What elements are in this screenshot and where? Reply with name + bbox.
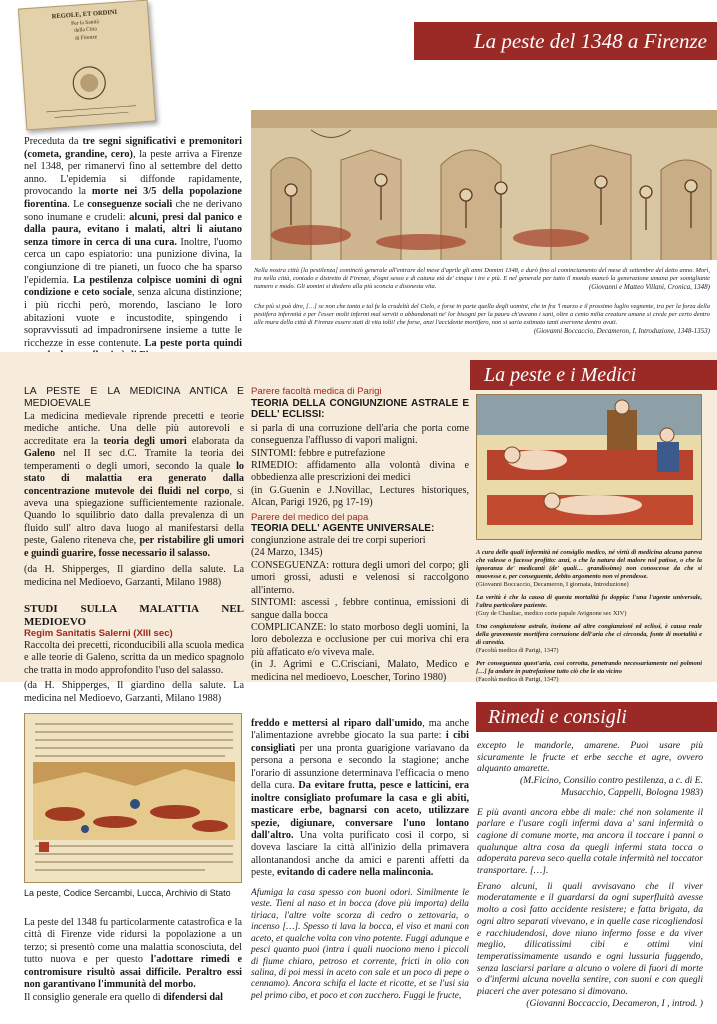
section-subheading: Parere del medico del papa <box>251 511 369 523</box>
caption: A cura delle quali infermità né consiglio medico, né virtù di medicina alcuna pareva che valesse o facesse profitto: anzi, o che la natura del malore nol patisse, o che la ignoranza de' medicanti (de' quali… grandissimo) non conoscesse da che si muovesse e, per conseguente, debito argomento non vi prendesse. <box>476 549 702 580</box>
caption-source: (Giovanni Boccaccio, Decameron, I giornata, Introduzione) <box>476 581 629 588</box>
fresco-caption-1-source: (Giovanni e Matteo Villani, Cronica, 1348) <box>588 283 710 291</box>
paragraph: congiunzione astrale dei tre corpi superiori <box>251 534 426 546</box>
section-heading: TEORIA DELL' AGENTE UNIVERSALE: <box>251 523 435 535</box>
document-title-line: Per la Sanità <box>70 18 100 27</box>
section-heading: STUDI SULLA MALATTIA NEL MEDIOEVO <box>24 603 244 628</box>
manuscript-drawing <box>25 714 242 883</box>
paragraph: CONSEGUENZA: rottura degli umori del corpo; gli umori grossi, adusti e velenosi si raccolgono all'interno. <box>251 559 469 596</box>
section-subheading: Parere facoltà medica di Parigi <box>251 386 382 397</box>
fresco-drawing <box>251 110 717 260</box>
document-title-line: della Citta <box>73 26 98 34</box>
caption: La verità è che la causa di questa mortalità fu doppia: l'una l'agente universale, l'altra particolare paziente. <box>476 594 702 609</box>
caption: Per conseguenza quest'aria, così corrotta, penetrando necessariamente nei polmoni […] fa andare in putrefazione tutto ciò che le sta vicino <box>476 660 702 675</box>
section3-left-column <box>24 917 242 1004</box>
source: (da H. Shipperges, Il giardino della salute. La medicina nel Medioevo, Garzanti, Milano 1988) <box>24 680 244 704</box>
section2-middle-column <box>251 386 469 684</box>
fresco-illustration <box>251 110 717 260</box>
quote: E più avanti ancora ebbe di male: ché non solamente il parlare e l'usare cogli infermi dava a' sani infermità o cagione di comune morte, ma ancora il toccare i panni o qualunque altra cosa da quegli infermi stata tocca o adoperata pareva seco quella cotale infermità nel toccator transportare. […]. <box>477 806 703 877</box>
paragraph: SINTOMI: febbre e putrefazione <box>251 447 386 459</box>
paragraph: (24 Marzo, 1345) <box>251 547 323 559</box>
paragraph: freddo e mettersi al riparo dall'umido, ma anche l'alimentazione avrebbe giocato la sua parte: i cibi consigliati per una pronta guarigione variavano da persona a persona e secondo la stagione; anche l'orario di assunzione determinava l'efficacia o meno della cura. Da evitare frutta, pesce e latticini, era inoltre consigliato profumare la casa e gli abiti, masticare erbe, bagnarsi con aceto, utilizzare spezie, digiunare, conversare l'uno lontano dall'altro. Una volta purificato così il corpo, si doveva lasciare la città all'inizio della primavera allontanandosi anche da amici e parenti affetti da peste, evitando di cadere nella malinconia. <box>251 718 470 879</box>
source: (da H. Shipperges, Il giardino della salute. La medicina nel Medioevo, Garzanti, Milano 1988) <box>24 564 244 588</box>
section-subheading: Regim Sanitatis Salerni (XIII sec) <box>24 628 173 640</box>
caption: Una congiunzione astrale, insieme ad altre congiunzioni ed eclissi, è causa reale della gravemente mortifera corruzione dell'aria che ci circonda, fonte di mortalità e di carestia. <box>476 623 702 646</box>
paragraph: SINTOMI: ascessi , febbre continua, emissioni di sangue dalla bocca <box>251 597 469 621</box>
section3-right-column <box>477 740 703 1009</box>
old-document-image <box>18 0 156 130</box>
section3-middle-column <box>251 718 469 1002</box>
section2-left-column <box>24 386 244 705</box>
sickbed-illustration <box>476 394 702 540</box>
section-banner: La peste e i Medici <box>470 360 717 390</box>
source: (in G.Guenin e J.Novillac, Lectures historiques, Alcan, Parigi 1926, pg 17-19) <box>251 484 469 509</box>
section-heading: LA PESTE E LA MEDICINA ANTICA E MEDIOEVALE <box>24 386 244 409</box>
paragraph: Raccolta dei precetti, riconducibili alla scuola medica e alle teorie di Galeno, scritta da un medico spagnolo che tratta in modo approfondito l'uso del salasso. <box>24 640 244 676</box>
caption-source: (Guy de Chauliac, medico corte papale Avignone sec XIV) <box>476 610 627 617</box>
section2-right-captions <box>476 549 702 684</box>
paragraph: La medicina medievale riprende precetti e teorie mediche antiche. Una delle più autorevoli e accreditate era la teoria degli umori elaborata da Galeno nel II sec d.C. Tramite la teoria dei temperamenti o degli umori, secondo la quale lo stato di malattia era generato dalla concentrazione mutevole dei fluidi nel corpo, si aveva una spiegazione sufficientemente razionale. Quando lo squilibrio dato dalla prevalenza di un fluido sull' altro dava luogo al manifestarsi della peste, Galeno riteneva che, per ristabilire gli umori e guindi guarire, fosse necessario il salasso. <box>24 410 245 559</box>
fresco-caption-1: Nella nostra città [la pestilenza] cominciò generale all'entrare del mese d'aprile gli anni Domini 1348, e durò fino al cominciamento del mese di settembre del detto anno. Morì, tra nella città, contado e distretto di Firenze, d'ogni sesso e di catuna età de' cinque i tre e più. E nel generale per tutto il mondo mancò la generazione umana per somigliante numero e modo. Gli uomini si diedero alla più sconcia e disonesta vita. (Giovanni e Matteo Villani, Cronica, 1348) <box>254 267 710 291</box>
quote: Afumiga la casa spesso con buoni odori. Similmente le veste. Tieni al naso et in bocca (dove più importa) della tiriaca, l'altre volte scorza di cedro o zettovaria, o incenso […]. Spesso ti lava la bocca, el viso et mani con aceto, et qualche volta con vino potente. Fuggi adunque e pesci quanto puoi (intra i quali nuociono meno i piccoli di fiume chiaro, petroso et corrente, fricti in olio con salina, di poi messi in aceto con sale et un poco di pepe o cennamo). Ancora schifa el lacte et ricotte, et se l'usi sia pel primo cibo, et poco et con zucchero. Fuggi le fructe, <box>251 887 469 1001</box>
document-seal-icon <box>19 1 156 131</box>
section-banner: La peste del 1348 a Firenze <box>414 22 717 60</box>
manuscript-caption: La peste, Codice Sercambi, Lucca, Archivio di Stato <box>24 888 231 898</box>
paragraph: si parla di una corruzione dell'aria che porta come conseguenza l'afflusso di vapori maligni. <box>251 422 469 447</box>
section-banner: Rimedi e consigli <box>476 702 717 732</box>
section1-body: Preceduta da tre segni significativi e premonitori (cometa, grandine, cero), la peste arriva a Firenze nel 1348, per rimanervi fino al settembre del detto anno. L'epidemia si diffonde rapidamente, provocando la morte nei 3/5 della popolazione fiorentina. Le conseguenze sociali che ne derivano sono inumane e crudeli: alcuni, presi dal panico e dalla paura, evitano i malati, altri li aiutano senza timore in cerca di una cura. Inoltre, l'uomo cerca un capo espiatorio: una punizione divina, la congiunzione di tre pianeti, un fuoco che ha sparso l'epidemia. La pestilenza colpisce uomini di ogni condizione e ceto sociale, senza alcuna distinzione; i più ricchi però, morendo, lasciano le loro abitazioni vuote e incustodite, spingendo i sopravvissuti ad impadronirsene insieme a tutte le ricchezze in esse contenute. La peste porta quindi <box>24 136 243 349</box>
fresco-caption-2-source: (Giovanni Boccaccio, Decameron, I, Introduzione, 1348-1353) <box>533 327 710 335</box>
quote: excepto le mandorle, amarene. Puoi usare più sicuramente le fructe et erbe secche et agre, ovvero alquanto amarette. <box>477 740 703 775</box>
source: (Giovanni Boccaccio, Decameron, I , introd. ) <box>526 997 703 1009</box>
paragraph: RIMEDIO: affidamento alla volontà divina e obbedienza alle prescrizioni dei medici <box>251 460 469 484</box>
caption-source: (Facoltà medica di Parigi, 1347) <box>476 647 559 654</box>
quote: Erano alcuni, li quali avvisavano che il viver moderatamente e il guardarsi da ogni superfluità avesse molto a così fatto accidente resistere; e fatta brigata, da ogni altro separati vivevano, e in quelle case ricogliendosi e racchiudendosi, dove niuno infermo fosse e da viver meglio, dilicatissimi cibi e ottimi vini temperatissimamente usando e ogni lussuria fuggendo, senza lasciarsi parlare a alcuno o volere di fuori di morte o d'infermi alcuna novella sentire, con suoni e con quegli piaceri che aver potesano si dimovano. <box>477 880 703 998</box>
section-heading: TEORIA DELLA CONGIUNZIONE ASTRALE E DELL' ECLISSI: <box>251 397 469 421</box>
fresco-caption-2: Che più si può dire, […] se non che tanta e tal fu la crudeltà del Cielo, e forse in parte quella degli uomini, che in fra 'l marzo e il prossimo luglio vegnente, tra per la forza della pestifera infermità e per l'esser molti infermi mal serviti o abbandonati ne' lor bisogni per la paura ch'aveano i sani, oltre a cento milia creature umane si crede per certo dentro alle mura della città di Firenze essere stati di vita tolti! che forse, anzi l'accidente mortifero, non si saria estimato tanti avervene dentro avuti. (Giovanni Boccaccio, Decameron, I, Introduzione, 1348-1353) <box>254 303 710 335</box>
source: (in J. Agrimi e C.Crisciani, Malato, Medico e medicina nel medioevo, Loescher, Torino 1980) <box>251 659 469 683</box>
paragraph: La peste del 1348 fu particolarmente catastrofica e la città di Firenze vide ridursi la popolazione a un terzo; si presentò come una malattia sconosciuta, del tutto nuova e per questo l'adottare rimedi e contromisure risultò assai difficile. Peraltro essi non garantivano l'immunità del morbo. <box>24 917 242 991</box>
source: (M.Ficino, Consilio contro pestilenza, a c. di E. Musacchio, Cappelli, Bologna 1983) <box>520 775 703 798</box>
sickbed-drawing <box>477 395 702 540</box>
manuscript-image <box>24 713 242 883</box>
document-title-line: REGOLE, ET ORDINI <box>51 8 118 21</box>
document-title-line: di Firenze <box>74 33 98 42</box>
paragraph: Il consiglio generale era quello di difendersi dal <box>24 991 223 1003</box>
paragraph: COMPLICANZE: lo stato morboso degli uomini, la loro debolezza e occlusione per cui moriva chi era più affaticato e/o viveva male. <box>251 622 469 658</box>
caption-source: (Facoltà medica di Parigi, 1347) <box>476 676 559 683</box>
